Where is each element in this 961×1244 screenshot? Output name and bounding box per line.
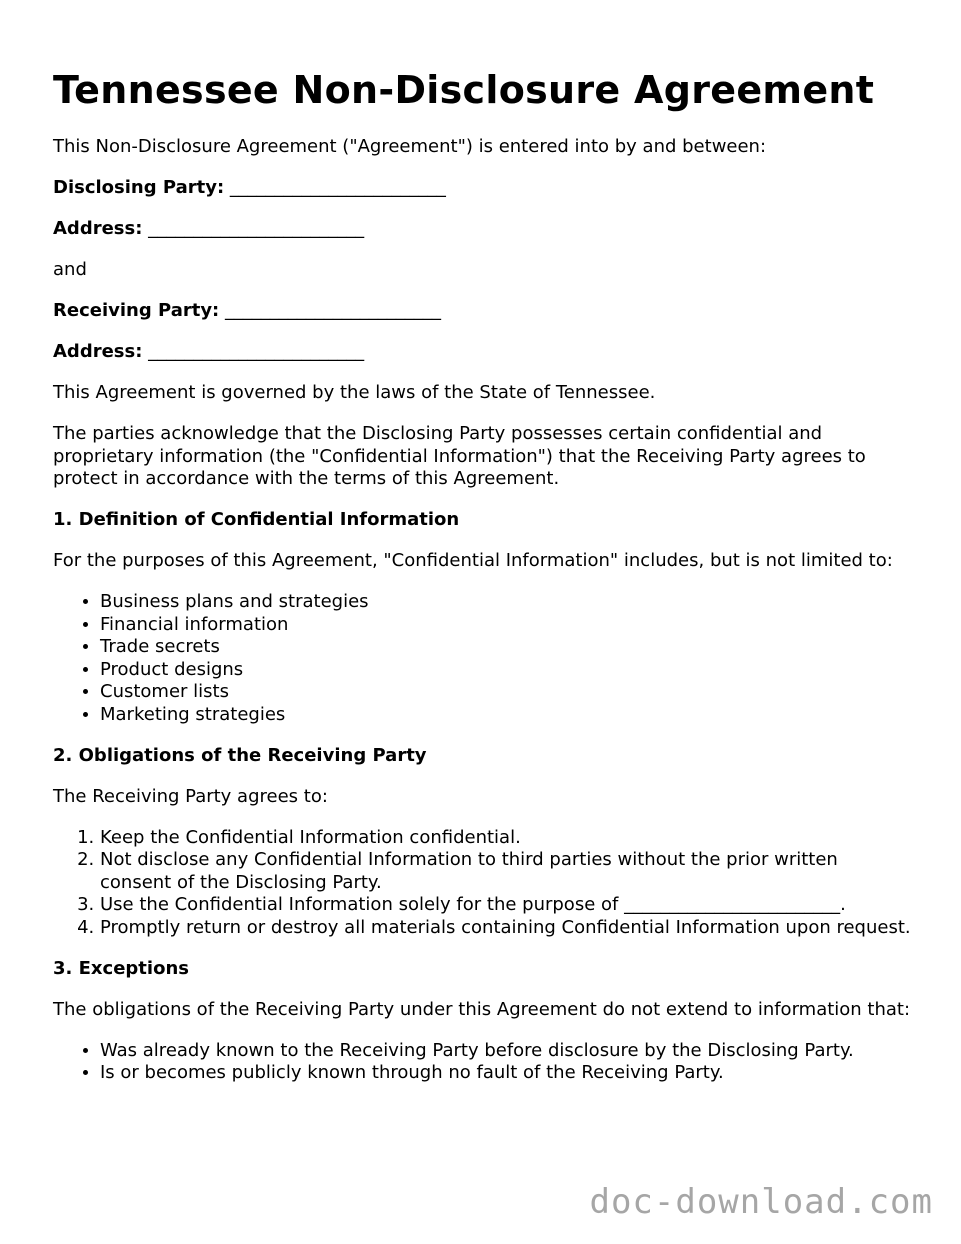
list-item: • Product designs xyxy=(100,659,913,682)
receiving-address-label: Address: xyxy=(53,341,143,362)
receiving-address-field xyxy=(53,341,913,364)
watermark-text: doc-download.com xyxy=(589,1182,933,1222)
and-text: and xyxy=(53,259,87,280)
disclosing-party-blank: ________________________ xyxy=(229,177,446,198)
acknowledge-paragraph: The parties acknowledge that the Disclosing Party possesses certain confidential and proprietary information (the "Confidential Information") that the Receiving Party agrees to protect in accordance with the terms of this Agreement. xyxy=(53,423,866,489)
receiving-party-label: Receiving Party: xyxy=(53,300,220,321)
list-item: • Trade secrets xyxy=(100,636,913,659)
receiving-party-blank: ________________________ xyxy=(225,300,441,321)
disclosing-address-blank: ________________________ xyxy=(148,218,365,239)
list-item: 1. Keep the Confidential Information confidential. xyxy=(100,827,913,850)
intro-paragraph: This Non-Disclosure Agreement ("Agreement") is entered into by and between: xyxy=(53,136,767,157)
list-item: • Business plans and strategies xyxy=(100,591,913,614)
section2-list xyxy=(53,827,913,940)
section2-heading: 2. Obligations of the Receiving Party xyxy=(53,744,427,766)
list-item: 3. Use the Confidential Information solely for the purpose of ________________________. xyxy=(100,894,913,917)
list-item: • Marketing strategies xyxy=(100,704,913,727)
disclosing-address-field xyxy=(53,218,913,241)
list-item: • Customer lists xyxy=(100,681,913,704)
section3-list xyxy=(53,1040,913,1085)
list-item: • Financial information xyxy=(100,614,913,637)
document-page xyxy=(53,64,913,1103)
section3-heading: 3. Exceptions xyxy=(53,957,189,979)
section1-heading: 1. Definition of Confidential Information xyxy=(53,509,460,530)
list-item: • Is or becomes publicly known through no fault of the Receiving Party. xyxy=(100,1062,913,1085)
receiving-party-field xyxy=(53,300,913,323)
list-item: • Was already known to the Receiving Party before disclosure by the Disclosing Party. xyxy=(100,1040,913,1063)
section3-intro: The obligations of the Receiving Party under this Agreement do not extend to information that: xyxy=(53,998,911,1020)
section1-intro: For the purposes of this Agreement, "Confidential Information" includes, but is not limited to: xyxy=(53,550,893,571)
disclosing-party-field xyxy=(53,177,913,200)
list-item: 2. Not disclose any Confidential Information to third parties without the prior written consent of the Disclosing Party. xyxy=(100,849,913,894)
receiving-address-blank: ________________________ xyxy=(148,341,365,362)
governing-law-paragraph: This Agreement is governed by the laws of the State of Tennessee. xyxy=(53,382,656,403)
disclosing-party-label: Disclosing Party: xyxy=(53,177,225,198)
section1-list xyxy=(53,591,913,726)
list-item: 4. Promptly return or destroy all materials containing Confidential Information upon request. xyxy=(100,917,913,940)
document-title: Tennessee Non-Disclosure Agreement xyxy=(53,68,875,112)
disclosing-address-label: Address: xyxy=(53,218,143,239)
section2-intro: The Receiving Party agrees to: xyxy=(53,785,328,807)
